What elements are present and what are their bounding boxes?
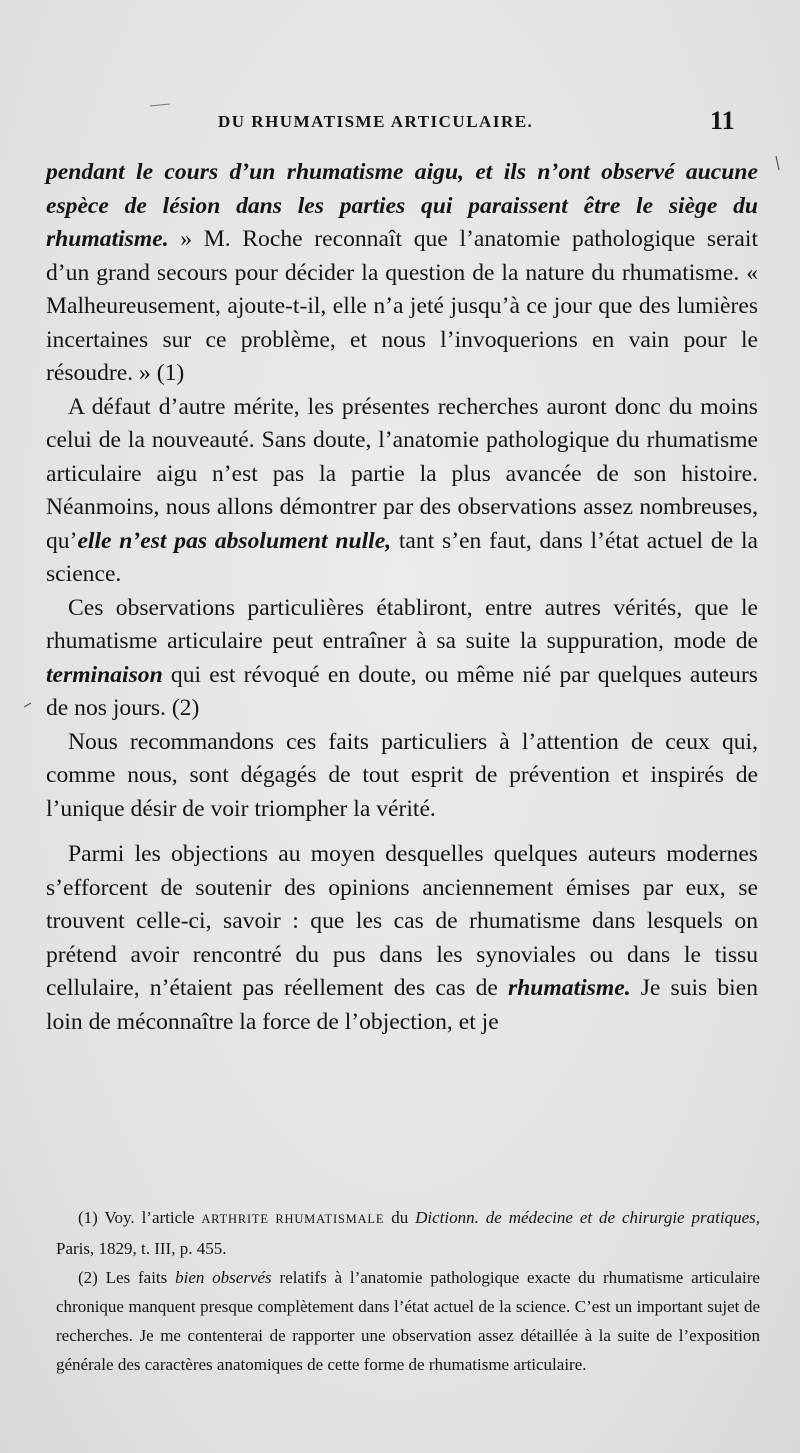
footnote [56,1263,760,1379]
paragraph [46,726,758,827]
text-run: Parmi les objections au moyen desquelles quelques auteurs modernes s’efforcent de soutenir des opinions anciennement émises par eux, se trouvent celle-ci, savoir : que les cas de rhumatisme dans lesquels on prétend avoir rencontré du pus dans les synoviales ou dans le tissu cellulaire, n’étaient pas réellement des cas de [46,841,758,1001]
text-run: Paris, 1829, t. III, p. 455. [56,1239,227,1258]
footnote [56,1203,760,1263]
text-run: Je suis bien loin de méconnaître la force de l’objection, et je [46,975,758,1035]
italic-text: rhumatisme. [508,975,631,1001]
text-run: relatifs à l’anatomie pathologique exacte du rhumatisme articulaire chronique manquent presque complètement dans l’état actuel de la science. C’est un important sujet de recherches. Je me contenterai de rapporter une observation assez détaillée à la suite de l’exposition générale des caractères anatomiques de cette forme de rhumatisme articulaire. [56,1268,760,1374]
italic-text: Dictionn. de médecine et de chirurgie pratiques, [415,1208,760,1227]
text-run: (2) Les faits [78,1268,176,1287]
italic-text: bien observés [175,1268,272,1287]
text-run: du [384,1208,416,1227]
text-run: tant s’en faut, dans l’état actuel de la science. [46,527,758,587]
small-caps-text: ARTHRITE RHUMATISMALE [201,1212,385,1226]
paragraph [46,592,758,726]
text-run: Ces observations particulières établiront, entre autres vérités, que le rhumatisme articulaire peut entraîner à sa suite la suppuration, mode de [46,594,758,654]
text-run: A défaut d’autre mérite, les présentes recherches auront donc du moins celui de la nouveauté. Sans doute, l’anatomie pathologique du rhumatisme articulaire aigu n’est pas la partie la plus avancée de son histoire. Néanmoins, nous allons démontrer par des observations assez nombreuses, qu’ [46,393,758,554]
text-run: Nous recommandons ces faits particuliers à l’attention de ceux qui, comme nous, sont dégagés de tout esprit de prévention et inspirés de l’unique désir de voir triompher la vérité. [46,728,758,822]
italic-text: elle n’est pas absolument nulle, [77,527,392,554]
page-number: 11 [710,106,735,135]
italic-text: terminaison [46,661,163,688]
paragraph [46,391,758,592]
text-run: » M. Roche reconnaît que l’anatomie pathologique serait d’un grand secours pour décider la question de la nature du rhumatisme. « Malheureusement, ajoute-t-il, elle n’a jeté jusqu’à ce jour que des lumières incertaines sur ce problème, et nous l’invoquerions en vain pour le résoudre. » (1) [46,226,758,386]
running-head [0,106,800,140]
paragraph [46,838,758,1039]
margin-tick-mark [776,156,779,170]
running-title: DU RHUMATISME ARTICULAIRE. [218,112,534,131]
body-text [46,156,758,1039]
margin-tick-mark [24,703,31,707]
text-run: (1) Voy. l’article [78,1208,202,1227]
text-run: qui est révoqué en doute, ou même nié par quelques auteurs de nos jours. (2) [46,661,758,721]
footnotes [56,1203,760,1379]
paragraph [46,156,758,391]
italic-text: pendant le cours d’un rhumatisme aigu, et ils n’ont observé aucune espèce de lésion dans les parties qui paraissent être le siège du rhumatisme. [46,159,758,252]
